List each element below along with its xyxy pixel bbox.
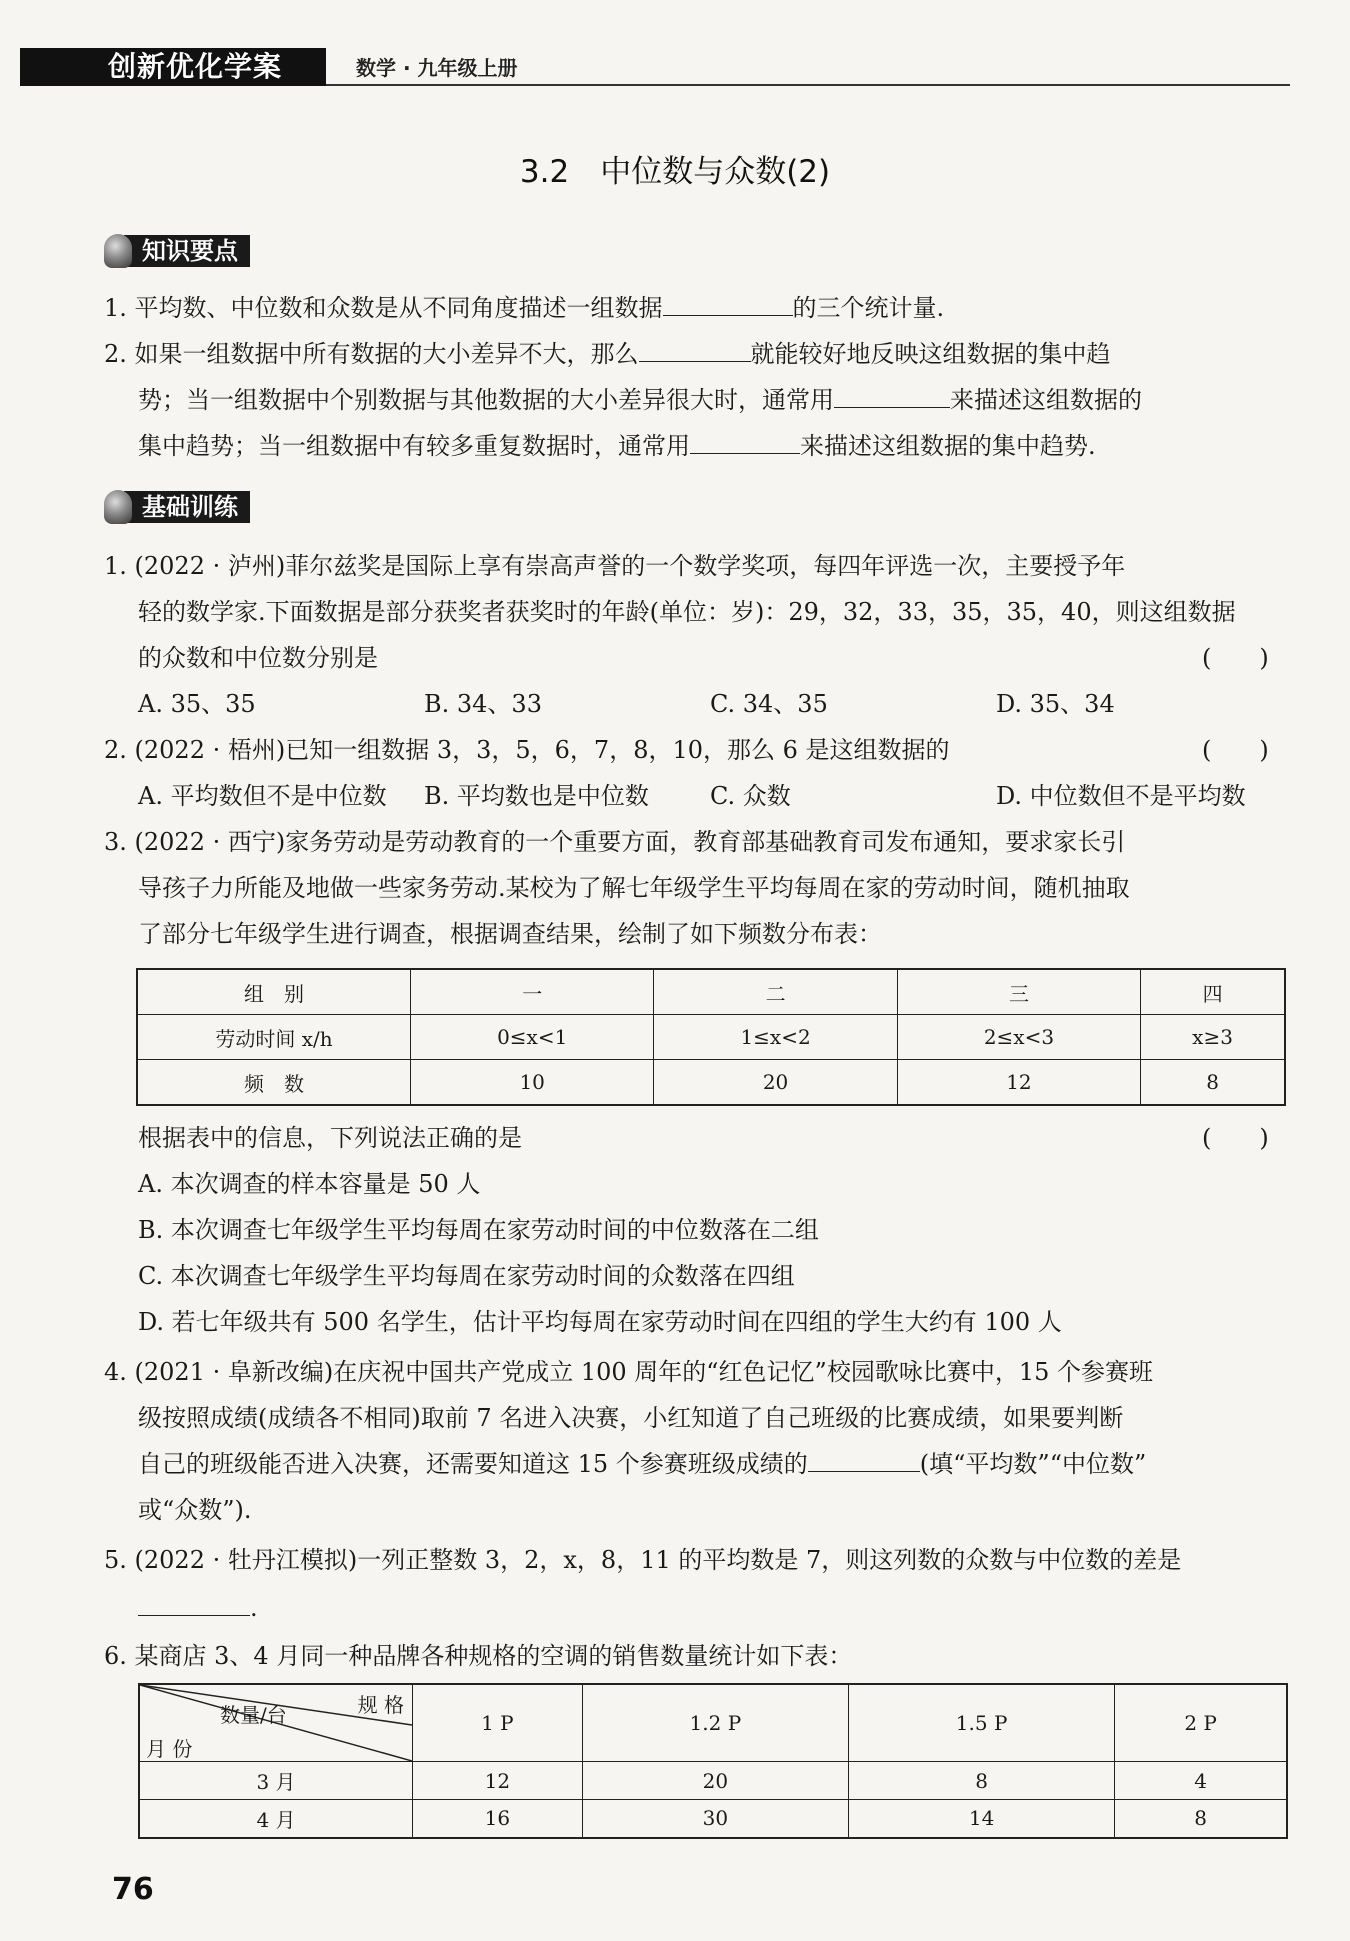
- knowledge-point-2-cont: 势；当一组数据中个别数据与其他数据的大小差异很大时，通常用 来描述这组数据的: [138, 386, 1142, 414]
- header-rule: [326, 84, 1290, 86]
- table-row: [137, 969, 1285, 1015]
- table-cell: 二: [654, 969, 897, 1015]
- table-cell: 3 月: [139, 1762, 413, 1800]
- table-cell: 12: [413, 1762, 583, 1800]
- table-row: [139, 1762, 1287, 1800]
- q3-option-c[interactable]: C. 本次调查七年级学生平均每周在家劳动时间的众数落在四组: [138, 1262, 795, 1290]
- answer-blank[interactable]: [690, 431, 800, 454]
- frequency-table: [136, 968, 1286, 1106]
- q1-line-2: 轻的数学家.下面数据是部分获奖者获奖时的年龄(单位：岁)：29，32，33，35，35，40，则这组数据: [138, 598, 1236, 626]
- corner-month-label: 月 份: [146, 1737, 193, 1761]
- table-cell: 20: [582, 1762, 848, 1800]
- q1-line-1: 1. (2022 · 泸州)菲尔兹奖是国际上享有崇高声誉的一个数学奖项，每四年评选一次，主要授予年: [104, 552, 1126, 580]
- knowledge-point-2-cont2: 集中趋势；当一组数据中有较多重复数据时，通常用 来描述这组数据的集中趋势.: [138, 432, 1096, 460]
- table-cell: x≥3: [1141, 1015, 1285, 1060]
- q4-line-3: 自己的班级能否进入决赛，还需要知道这 15 个参赛班级成绩的 (填“平均数”“中位数”: [138, 1450, 1147, 1478]
- section-basic-training: [104, 488, 250, 526]
- q1-option-c[interactable]: C. 34、35: [710, 690, 828, 718]
- corner-qty-label: 数量/台: [220, 1703, 287, 1727]
- table-cell: 四: [1141, 969, 1285, 1015]
- table-cell: 8: [848, 1762, 1114, 1800]
- table-header-cell: 1.2 P: [582, 1684, 848, 1762]
- bulb-icon: [104, 490, 132, 524]
- q1-option-b[interactable]: B. 34、33: [424, 690, 542, 718]
- q2-option-c[interactable]: C. 众数: [710, 782, 791, 810]
- table-cell: 16: [413, 1800, 583, 1838]
- table-cell: 20: [654, 1060, 897, 1106]
- table-cell: 8: [1115, 1800, 1287, 1838]
- q3-option-a[interactable]: A. 本次调查的样本容量是 50 人: [138, 1170, 481, 1198]
- page-number: 76: [112, 1872, 154, 1907]
- q4-line-2: 级按照成绩(成绩各不相同)取前 7 名进入决赛，小红知道了自己班级的比赛成绩，如果要判断: [138, 1404, 1124, 1432]
- answer-parentheses[interactable]: ( ): [1202, 644, 1269, 672]
- q2-option-a[interactable]: A. 平均数但不是中位数: [138, 782, 387, 810]
- answer-blank[interactable]: [639, 339, 751, 362]
- table-cell: 12: [897, 1060, 1140, 1106]
- q5-line-2: .: [138, 1592, 258, 1624]
- table-cell: 组 别: [137, 969, 411, 1015]
- q3-stem: 根据表中的信息，下列说法正确的是: [138, 1124, 522, 1152]
- table-cell: 一: [411, 969, 654, 1015]
- q2-option-b[interactable]: B. 平均数也是中位数: [424, 782, 649, 810]
- q2-option-d[interactable]: D. 中位数但不是平均数: [996, 782, 1246, 810]
- bulb-icon: [104, 234, 132, 268]
- q6-line-1: 6. 某商店 3、4 月同一种品牌各种规格的空调的销售数量统计如下表：: [104, 1642, 853, 1670]
- table-row: [137, 1015, 1285, 1060]
- q3-line-3: 了部分七年级学生进行调查，根据调查结果，绘制了如下频数分布表：: [138, 920, 882, 948]
- table-header-cell: 2 P: [1115, 1684, 1287, 1762]
- table-cell: 30: [582, 1800, 848, 1838]
- table-row: [139, 1684, 1287, 1762]
- knowledge-point-1: 1. 平均数、中位数和众数是从不同角度描述一组数据 的三个统计量.: [104, 294, 945, 322]
- table-cell: 14: [848, 1800, 1114, 1838]
- table-row: [139, 1800, 1287, 1838]
- q4-line-1: 4. (2021 · 阜新改编)在庆祝中国共产党成立 100 周年的“红色记忆”校园歌咏比赛中，15 个参赛班: [104, 1358, 1153, 1386]
- table-cell: 2≤x<3: [897, 1015, 1140, 1060]
- table-cell: 4 月: [139, 1800, 413, 1838]
- answer-blank[interactable]: [663, 293, 793, 316]
- brand-title: 创新优化学案: [20, 48, 326, 86]
- subject-label: 数学 · 九年级上册: [356, 56, 518, 80]
- page-title: 3.2 中位数与众数(2): [519, 154, 831, 190]
- knowledge-point-2: 2. 如果一组数据中所有数据的大小差异不大，那么 就能较好地反映这组数据的集中趋: [104, 340, 1111, 368]
- table-cell: 4: [1115, 1762, 1287, 1800]
- page-header: [0, 0, 1350, 100]
- corner-spec-label: 规 格: [357, 1693, 404, 1717]
- answer-parentheses[interactable]: ( ): [1202, 1124, 1269, 1152]
- table-cell: 1≤x<2: [654, 1015, 897, 1060]
- sales-table: [138, 1683, 1288, 1839]
- table-cell: 8: [1141, 1060, 1285, 1106]
- table-row: [137, 1060, 1285, 1106]
- table-header-cell: 1.5 P: [848, 1684, 1114, 1762]
- section-label: 基础训练: [124, 491, 250, 523]
- q1-option-a[interactable]: A. 35、35: [138, 690, 256, 718]
- section-knowledge: [104, 232, 250, 270]
- q3-line-2: 导孩子力所能及地做一些家务劳动.某校为了解七年级学生平均每周在家的劳动时间，随机抽取: [138, 874, 1130, 902]
- q1-option-d[interactable]: D. 35、34: [996, 690, 1115, 718]
- table-cell: 频 数: [137, 1060, 411, 1106]
- table-cell: 劳动时间 x/h: [137, 1015, 411, 1060]
- table-cell: 三: [897, 969, 1140, 1015]
- table-cell: 0≤x<1: [411, 1015, 654, 1060]
- q3-option-b[interactable]: B. 本次调查七年级学生平均每周在家劳动时间的中位数落在二组: [138, 1216, 819, 1244]
- answer-blank[interactable]: [834, 385, 950, 408]
- table-cell: 10: [411, 1060, 654, 1106]
- q5-line-1: 5. (2022 · 牡丹江模拟)一列正整数 3，2，x，8，11 的平均数是 7，则这列数的众数与中位数的差是: [104, 1546, 1182, 1574]
- q2-line-1: 2. (2022 · 梧州)已知一组数据 3，3，5，6，7，8，10，那么 6 是这组数据的: [104, 736, 950, 764]
- q3-option-d[interactable]: D. 若七年级共有 500 名学生，估计平均每周在家劳动时间在四组的学生大约有 100 人: [138, 1308, 1062, 1336]
- diagonal-header-cell: [139, 1684, 413, 1762]
- q4-line-4: 或“众数”).: [138, 1496, 252, 1524]
- q1-line-3: 的众数和中位数分别是: [138, 644, 378, 672]
- answer-parentheses[interactable]: ( ): [1202, 736, 1269, 764]
- answer-blank[interactable]: [138, 1593, 250, 1616]
- q3-line-1: 3. (2022 · 西宁)家务劳动是劳动教育的一个重要方面，教育部基础教育司发布通知，要求家长引: [104, 828, 1126, 856]
- section-label: 知识要点: [124, 235, 250, 267]
- answer-blank[interactable]: [808, 1449, 920, 1472]
- table-header-cell: 1 P: [413, 1684, 583, 1762]
